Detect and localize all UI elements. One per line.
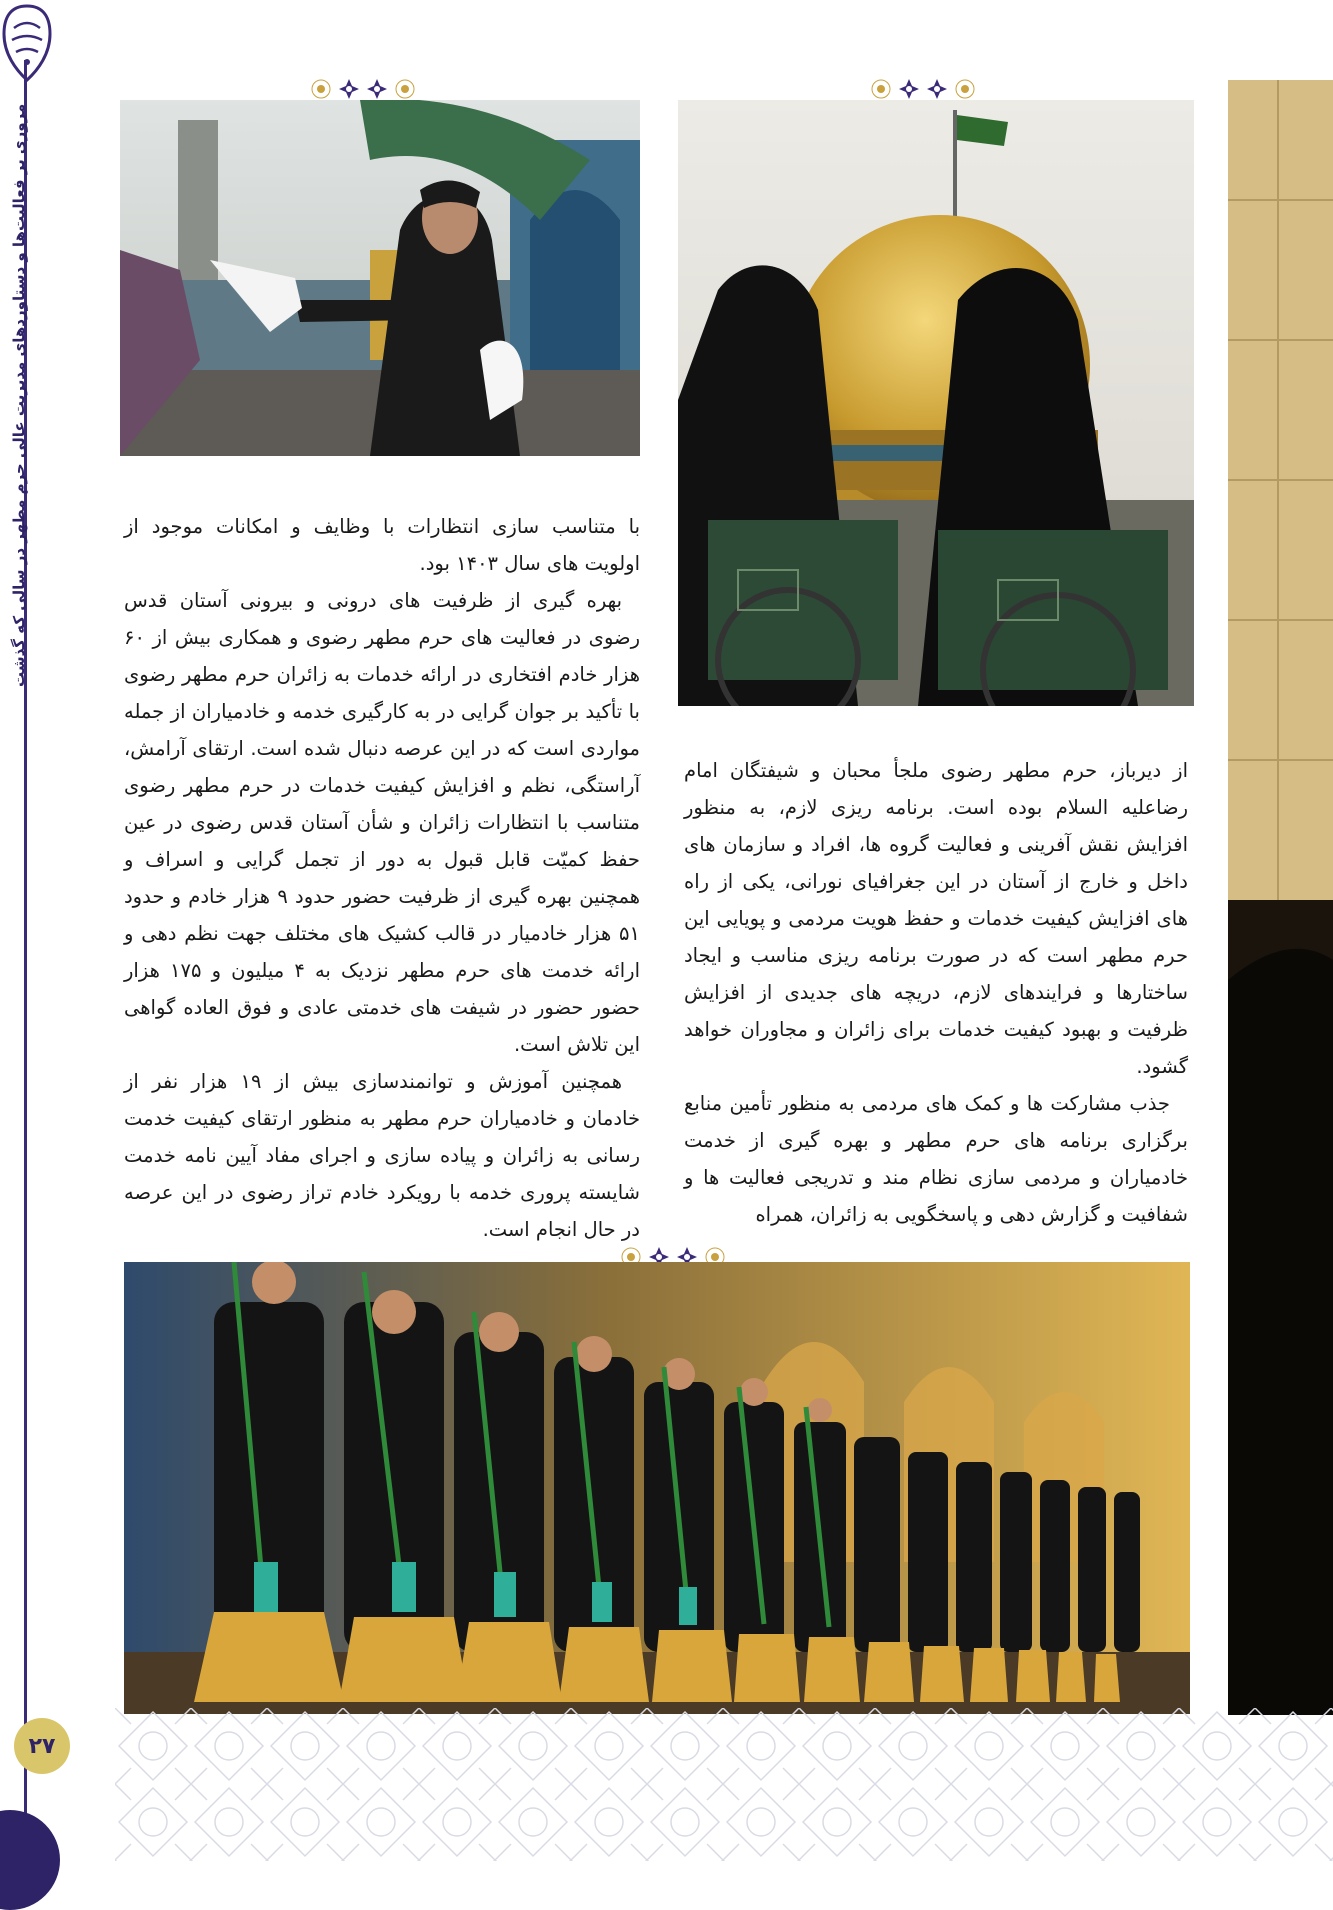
- star-icon: [898, 78, 920, 100]
- photo-right-edge-partial: [1228, 80, 1333, 1715]
- flower-icon: [394, 78, 416, 100]
- running-head: مروری بر فعالیت‌ها و دستاوردهای مدیریت عالی حرم مطهر در سالی که گذشت: [10, 104, 28, 688]
- flower-icon: [954, 78, 976, 100]
- paragraph: با متناسب سازی انتظارات با وظایف و امکانات موجود از اولویت های سال ۱۴۰۳ بود.: [124, 515, 640, 575]
- star-icon: [366, 78, 388, 100]
- photo-servants-with-brooms: [124, 1262, 1190, 1714]
- flower-icon: [870, 78, 892, 100]
- flower-icon: [310, 78, 332, 100]
- ornament-top-right: [870, 76, 976, 102]
- article-column-left: [124, 508, 641, 1241]
- star-icon: [926, 78, 948, 100]
- article-column-right: [684, 752, 1188, 1238]
- paragraph: جذب مشارکت ها و کمک های مردمی به منظور تأمین منابع برگزاری برنامه های حرم مطهر و بهره گیری از خدمت خادمیاران و مردمی سازی نظام مند و تدریجی فعالیت ها و شفافیت و گزارش دهی و پاسخگویی به زائران، همراه: [684, 1092, 1188, 1226]
- decorative-pattern-band: [115, 1708, 1333, 1861]
- page-number: ۲۷: [14, 1718, 70, 1774]
- magazine-logo: [2, 4, 52, 82]
- photo-golden-dome-pilgrims: [678, 100, 1194, 706]
- photo-servant-offering-tissue: [120, 100, 640, 456]
- paragraph: همچنین آموزش و توانمندسازی بیش از ۱۹ هزار نفر از خادمان و خادمیاران حرم مطهر به منظور ارتقای کیفیت خدمت رسانی به زائران و پیاده سازی و اجرای مفاد آیین نامه خدمت شایسته پروری خدمه با رویکرد خادم تراز رضوی در این عرصه در حال انجام است.: [124, 1070, 640, 1241]
- paragraph: بهره گیری از ظرفیت های درونی و بیرونی آستان قدس رضوی در فعالیت های حرم مطهر رضوی و همکاری بیش از ۶۰ هزار خادم افتخاری در ارائه خدمات به زائران حرم مطهر رضوی با تأکید بر جوان گرایی در به کارگیری خدمه و خادمیاران از جمله مواردی است که در این عرصه دنبال شده است. ارتقای آرامش، آراستگی، نظم و افزایش کیفیت خدمات در حرم مطهر رضوی متناسب با انتظارات زائران و شأن آستان قدس رضوی در عین حفظ کمیّت قابل قبول به دور از تجمل گرایی و اسراف و همچنین بهره گیری از ظرفیت حضور حدود ۹ هزار خادم و حدود ۵۱ هزار خادمیار در قالب کشیک های مختلف جهت نظم دهی و ارائه خدمت های حرم مطهر نزدیک به ۴ میلیون و ۱۷۵ هزار حضور حضور در شیفت های خدمتی عادی و فوق العاده گواهی این تلاش است.: [124, 589, 641, 1056]
- star-icon: [338, 78, 360, 100]
- corner-decoration: [0, 1810, 60, 1910]
- ornament-top-left: [310, 76, 416, 102]
- paragraph: از دیرباز، حرم مطهر رضوی ملجأ محبان و شیفتگان امام رضاعلیه السلام بوده است. برنامه ریزی لازم، به منظور افزایش نقش آفرینی و فعالیت گروه ها، افراد و سازمان های داخل و خارج از آستان در این جغرافیای نورانی، یکی از راه های افزایش کیفیت خدمات و حفظ هویت مردمی و پویایی این حرم مطهر است که در صورت برنامه ریزی مناسب و ایجاد ساختارها و فرایندهای لازم، دریچه های جدیدی از افزایش ظرفیت و بهبود کیفیت خدمات برای زائران و مجاوران خواهد گشود.: [684, 759, 1188, 1078]
